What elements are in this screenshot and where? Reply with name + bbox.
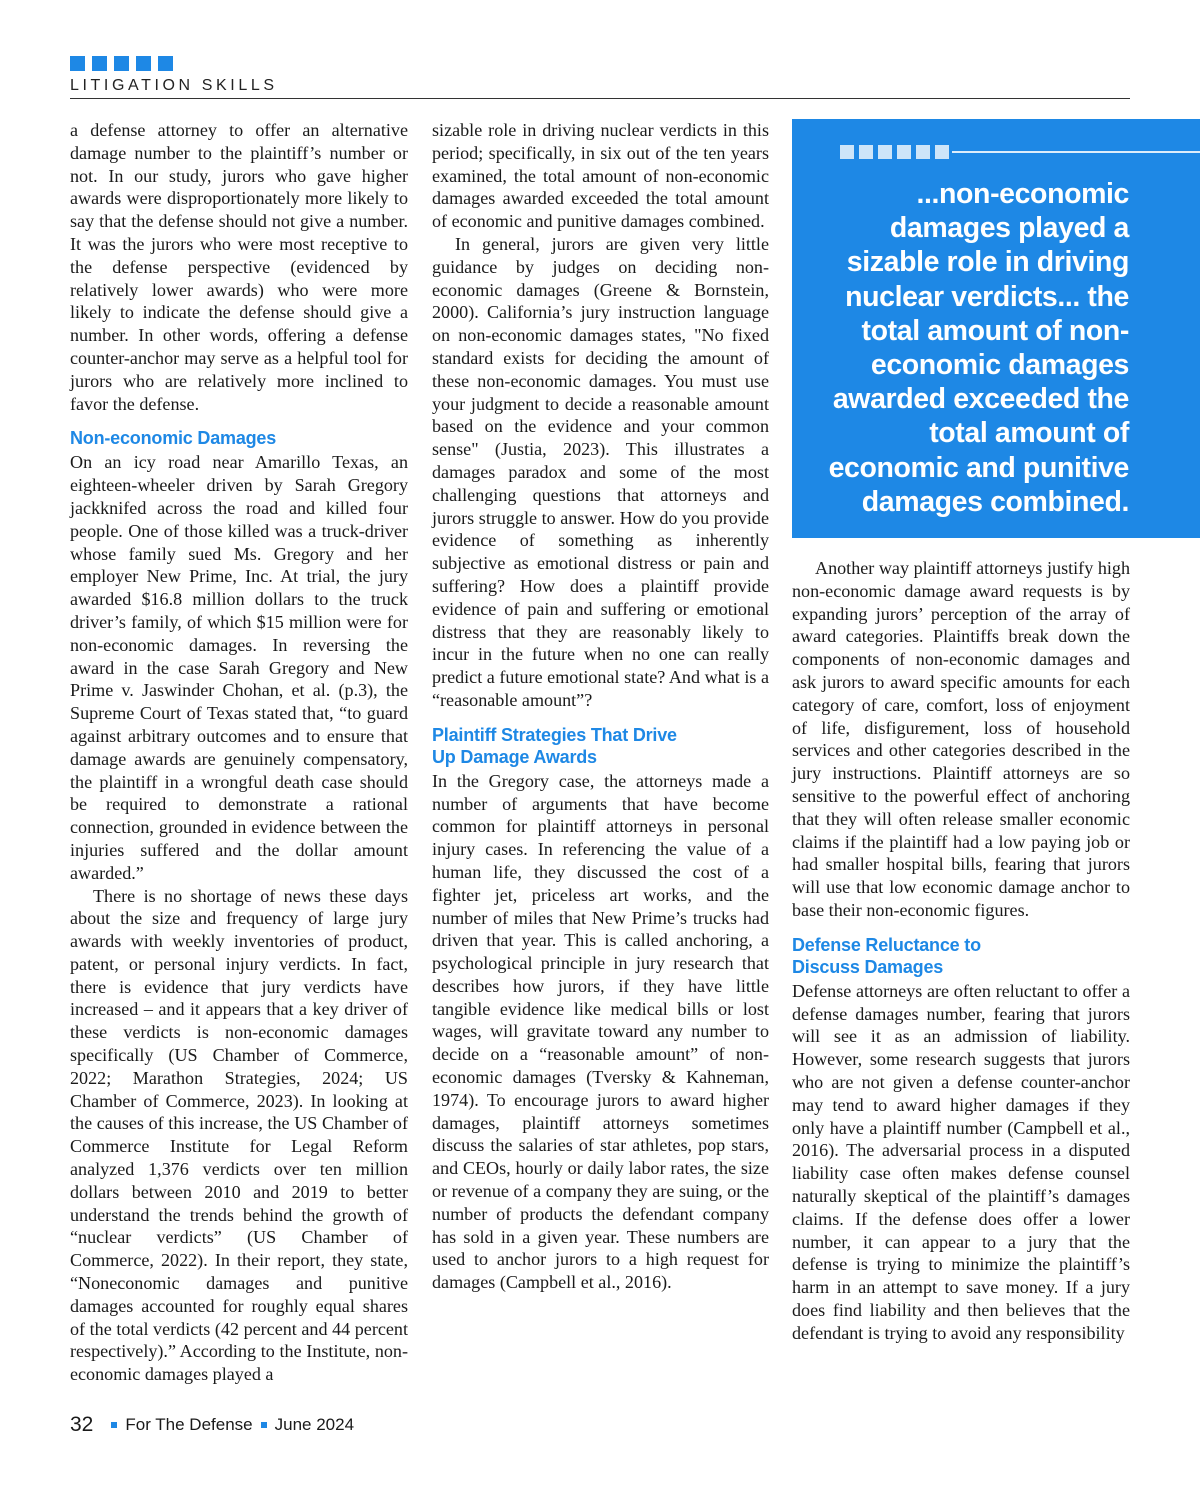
section-heading-defense-reluctance — [792, 934, 1130, 978]
paragraph: Another way plaintiff attorneys justify high non-economic damage award requests is by expanding jurors’ perception of the array of award categories. Plaintiffs break down the components of non-economic damages and ask jurors to award specific amounts for each category of care, comfort, loss of enjoyment of life, disfigurement, loss of household services and other categories described in the jury instructions. Plaintiff attorneys are so sensitive to the powerful effect of anchoring that they will often release smaller economic claims if the plaintiff had a low paying job or had smaller hospital bills, fearing that jurors will use that low economic damage anchor to base their non-economic figures. — [792, 558, 1130, 920]
paragraph: On an icy road near Amarillo Texas, an eighteen-wheeler driven by Sarah Gregory jackknifed across the road and killed four people. One of those killed was a truck-driver whose family sued Ms. Gregory and her employer New Prime, Inc. At trial, the jury awarded $16.8 million dollars to the truck driver’s family, of which $15 million were for non-economic damages. In reversing the award in the case Sarah Gregory and New Prime v. Jaswinder Chohan, et al. (p.3), the Supreme Court of Texas stated that, “to guard against arbitrary outcomes and to ensure that damage awards are genuinely compensatory, the plaintiff in a wrongful death case should be required to demonstrate a rational connection, grounded in evidence between the injuries suffered and the dollar amount awarded.” — [70, 452, 408, 883]
heading-line: Discuss Damages — [792, 956, 944, 977]
publication-name: For The Defense — [125, 1415, 253, 1434]
heading-line: Up Damage Awards — [432, 746, 597, 767]
paragraph: In general, jurors are given very little guidance by judges on deciding non-economic damages (Greene & Bornstein, 2000). California’s jury instruction language on non-economic damages states, "No fixed standard exists for deciding the amount of these non-economic damages. You must use your judgment to decide a reasonable amount based on the evidence and your common sense" (Justia, 2023). This illustrates a damages paradox and some of the most challenging questions that attorneys and jurors struggle to answer. How do you provide evidence of something as inherently subjective as emotional distress or pain and suffering? How does a plaintiff provide evidence of pain and suffering or emotional distress that they are reasonably likely to incur in the future when no one can really predict a future emotional state? And what is a “reasonable amount”? — [432, 233, 769, 710]
pull-quote-square — [878, 145, 892, 159]
header-squares-decoration — [70, 56, 173, 71]
section-label: LITIGATION SKILLS — [70, 77, 278, 94]
column-3 — [792, 557, 1130, 1345]
pull-quote-squares-decoration — [840, 145, 949, 159]
paragraph: a defense attorney to offer an alternative damage number to the plaintiff’s number or not. In our study, jurors who gave higher awards were disproportionately more likely to say that the defense should not give a number. It was the jurors who were most receptive to the defense perspective (evidenced by relatively lower awards) who were more likely to indicate the defense should give a number. In other words, offering a defense counter-anchor may serve as a helpful tool for jurors who are relatively more inclined to favor the defense. — [70, 120, 408, 414]
section-heading-non-economic-damages: Non-economic Damages — [70, 428, 277, 449]
header-square — [114, 56, 129, 71]
footer-bullet — [111, 1422, 117, 1428]
footer-bullet — [261, 1422, 267, 1428]
page-footer — [70, 1413, 354, 1437]
page-number: 32 — [70, 1413, 94, 1436]
column-2 — [432, 119, 769, 1294]
column-1 — [70, 119, 408, 1386]
header-square — [136, 56, 151, 71]
heading-line: Defense Reluctance to — [792, 934, 981, 955]
header-square — [70, 56, 85, 71]
paragraph: sizable role in driving nuclear verdicts in this period; specifically, in six out of the ten years examined, the total amount of non-economic damages awarded exceeded the total amount of economic and punitive damages combined. — [432, 120, 769, 232]
issue-date: June 2024 — [274, 1415, 355, 1434]
pull-quote-square — [897, 145, 911, 159]
pull-quote-square — [859, 145, 873, 159]
pull-quote-box — [792, 119, 1200, 538]
heading-line: Plaintiff Strategies That Drive — [432, 724, 677, 745]
paragraph: In the Gregory case, the attorneys made a number of arguments that have become common for plaintiff attorneys in personal injury cases. In referencing the value of a human life, they discussed the cost of a fighter jet, priceless art works, and the number of miles that New Prime’s trucks had driven that year. This is called anchoring, a psychological principle in jury research that describes how jurors, if they have little tangible evidence like medical bills or lost wages, will gravitate toward any number to decide on a “reasonable amount” of non-economic damages (Tversky & Kahneman, 1974). To encourage jurors to award higher damages, plaintiff attorneys sometimes discuss the salaries of star athletes, pop stars, and CEOs, hourly or daily labor rates, the size or revenue of a company they are suing, or the number of products the defendant company has sold in a given year. These numbers are used to anchor jurors to a high request for damages (Campbell et al., 2016). — [432, 770, 769, 1293]
paragraph: There is no shortage of news these days about the size and frequency of large jury awards with weekly inventories of product, patent, or personal injury verdicts. In fact, there is evidence that jury verdicts have increased – and it appears that a key driver of these verdicts is non-economic damages specifically (US Chamber of Commerce, 2022; Marathon Strategies, 2024; US Chamber of Commerce, 2023). In looking at the causes of this increase, the US Chamber of Commerce Institute for Legal Reform analyzed 1,376 verdicts over ten million dollars between 2010 and 2019 to better understand the trends behind the growth of “nuclear verdicts” (US Chamber of Commerce, 2022). In their report, they state, “Noneconomic damages and punitive damages accounted for roughly equal shares of the total verdicts (42 percent and 44 percent respectively).” According to the Institute, non-economic damages played a — [70, 885, 408, 1385]
header-square — [158, 56, 173, 71]
paragraph: Defense attorneys are often reluctant to offer a defense damages number, fearing that jurors will see it as an admission of liability. However, some research suggests that jurors who are not given a defense counter-anchor may tend to award higher damages if they only have a plaintiff number (Campbell et al., 2016). The adversarial process in a disputed liability case often makes defense counsel naturally skeptical of the plaintiff’s damages claims. If the defense does offer a lower number, it can appear to a jury that the defense is trying to minimize the plaintiff’s harm in an attempt to save money. If a jury does find liability and then believes that the defendant is trying to avoid any responsibility — [792, 980, 1130, 1343]
pull-quote-rule — [952, 151, 1200, 153]
pull-quote-square — [916, 145, 930, 159]
pull-quote-text: ...non-economic damages played a sizable role in driving nuclear verdicts... the total amount of non-economic damages awarded exceeded the total amount of economic and punitive damages combined. — [828, 178, 1129, 518]
header-rule — [70, 98, 1130, 99]
section-heading-plaintiff-strategies — [432, 724, 769, 768]
pull-quote-square — [935, 145, 949, 159]
pull-quote-square — [840, 145, 854, 159]
header-square — [92, 56, 107, 71]
